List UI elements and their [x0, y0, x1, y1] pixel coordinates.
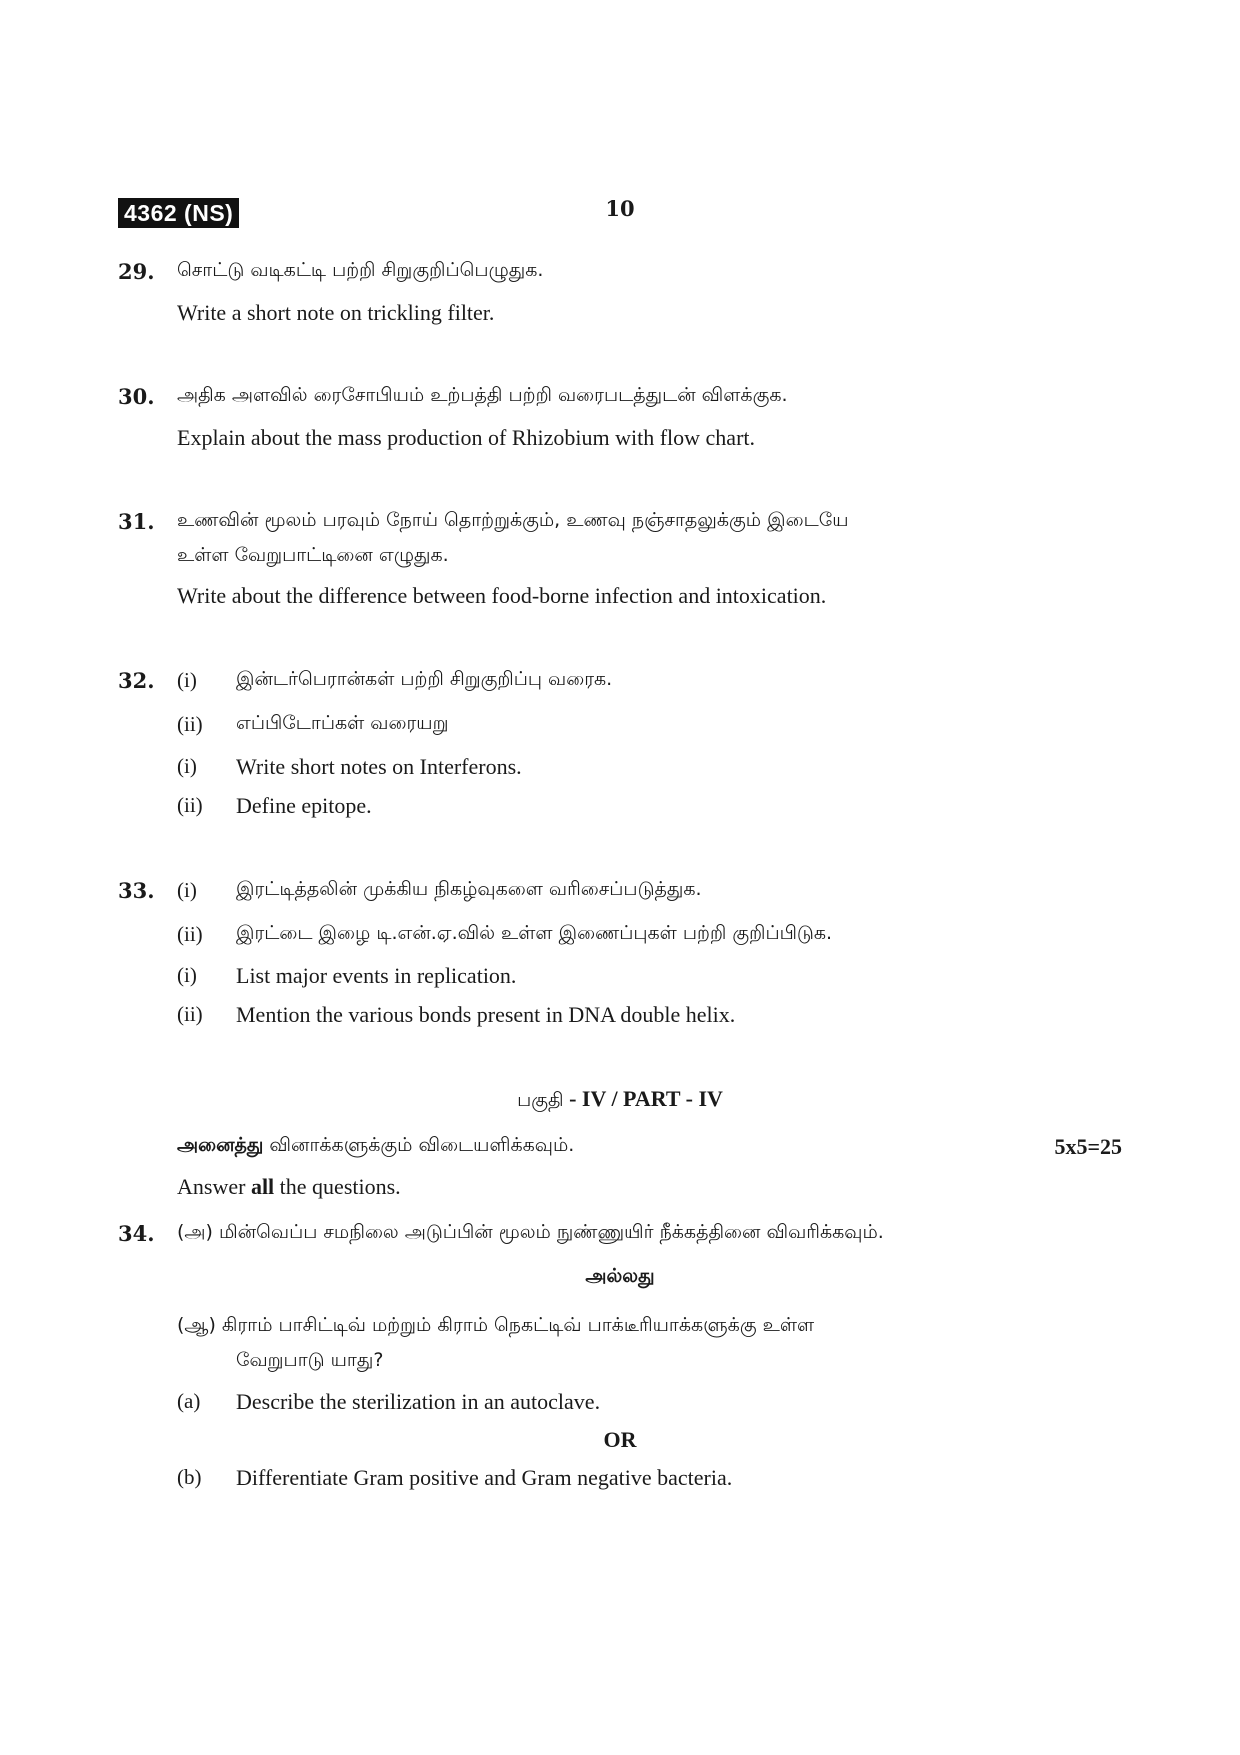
q32-item-2-marker: (ii) — [177, 712, 203, 736]
q32-item-3-text: Write short notes on Interferons. — [236, 754, 522, 779]
part-instruction-english — [177, 1174, 401, 1200]
q29-tamil: சொட்டு வடிகட்டி பற்றி சிறுகுறிப்பெழுதுக. — [177, 259, 544, 281]
q34-b-english: Differentiate Gram positive and Gram negative bacteria. — [236, 1465, 733, 1490]
q33-item-2-marker: (ii) — [177, 922, 203, 946]
q33-item-1-text: இரட்டித்தலின் முக்கிய நிகழ்வுகளை வரிசைப்படுத்துக. — [236, 878, 702, 900]
part-instruction-tamil — [177, 1134, 574, 1159]
q34-or-english: OR — [603, 1427, 637, 1452]
q31-tamil-line2: உள்ள வேறுபாட்டினை எழுதுக. — [177, 544, 449, 566]
instruction-en-pre: Answer — [177, 1174, 251, 1199]
q31-english: Write about the difference between food-borne infection and intoxication. — [177, 583, 827, 608]
q32-item-4-marker: (ii) — [177, 793, 203, 817]
q33-item-2-text: இரட்டை இழை டி.என்.ஏ.வில் உள்ள இணைப்புகள் பற்றி குறிப்பிடுக. — [236, 922, 833, 944]
q33-item-4-text: Mention the various bonds present in DNA double helix. — [236, 1002, 736, 1027]
q34-a-marker: (a) — [177, 1389, 201, 1413]
page-number: 10 — [605, 196, 635, 221]
q34-or-tamil: அல்லது — [585, 1265, 655, 1287]
question-number-34: 34. — [118, 1221, 155, 1246]
instruction-en-bold: all — [250, 1174, 275, 1199]
question-number-32: 32. — [118, 668, 155, 693]
q32-item-1-marker: (i) — [177, 668, 197, 692]
question-number-31: 31. — [118, 509, 155, 534]
q31-tamil-line1: உணவின் மூலம் பரவும் நோய் தொற்றுக்கும், உணவு நஞ்சாதலுக்கும் இடையே — [177, 509, 849, 531]
q33-item-1-marker: (i) — [177, 878, 197, 902]
instruction-tamil-rest: வினாக்களுக்கும் விடையளிக்கவும். — [263, 1134, 575, 1156]
part-heading-tamil: பகுதி — [517, 1089, 564, 1111]
q32-item-2-text: எப்பிடோப்கள் வரையறு — [236, 712, 449, 734]
q34-b-tamil-line1: (ஆ) கிராம் பாசிட்டிவ் மற்றும் கிராம் நெகட்டிவ் பாக்டீரியாக்களுக்கு உள்ள — [177, 1314, 815, 1336]
marks-allocation: 5x5=25 — [1054, 1134, 1122, 1159]
q32-item-3-marker: (i) — [177, 754, 197, 778]
q30-tamil: அதிக அளவில் ரைசோபியம் உற்பத்தி பற்றி வரைபடத்துடன் விளக்குக. — [177, 384, 788, 406]
part-heading-english: - IV / PART - IV — [563, 1086, 723, 1111]
question-number-30: 30. — [118, 384, 155, 409]
q34-a-english: Describe the sterilization in an autoclave. — [236, 1389, 601, 1414]
question-number-29: 29. — [118, 259, 155, 284]
q34-b-tamil-line2: வேறுபாடு யாது? — [236, 1349, 384, 1371]
question-number-33: 33. — [118, 878, 155, 903]
instruction-en-post: the questions. — [274, 1174, 401, 1199]
q32-item-1-text: இன்டர்பெரான்கள் பற்றி சிறுகுறிப்பு வரைக. — [236, 668, 613, 690]
q33-item-4-marker: (ii) — [177, 1002, 203, 1026]
q33-item-3-text: List major events in replication. — [236, 963, 517, 988]
q32-item-4-text: Define epitope. — [236, 793, 372, 818]
q33-item-3-marker: (i) — [177, 963, 197, 987]
q34-a-tamil: (அ) மின்வெப்ப சமநிலை அடுப்பின் மூலம் நுண்ணுயிர் நீக்கத்தினை விவரிக்கவும். — [177, 1221, 884, 1243]
q30-english: Explain about the mass production of Rhizobium with flow chart. — [177, 425, 756, 450]
q34-b-marker: (b) — [177, 1465, 202, 1489]
part-heading — [0, 1086, 1240, 1114]
q29-english: Write a short note on trickling filter. — [177, 300, 495, 325]
paper-code-badge: 4362 (NS) — [118, 198, 239, 228]
instruction-tamil-bold: அனைத்து — [177, 1134, 264, 1156]
